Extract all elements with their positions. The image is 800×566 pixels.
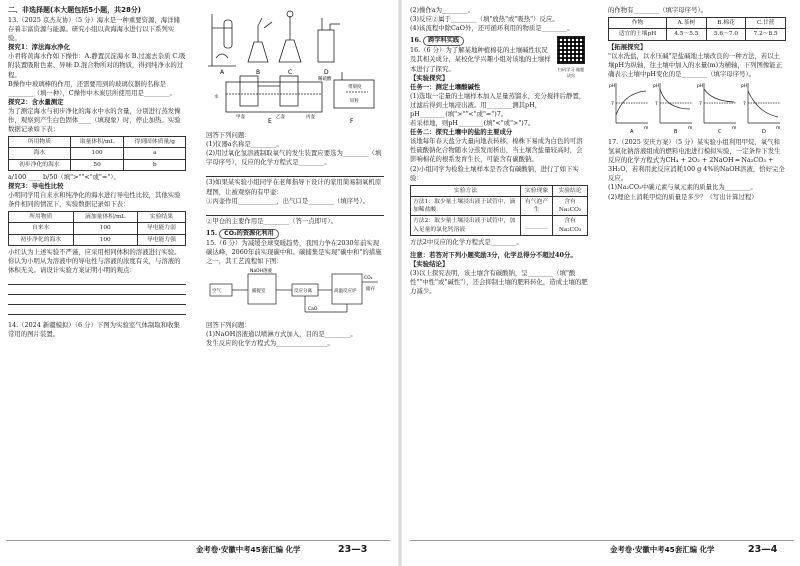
sub-question: (1)NaOH溶液通以喷淋方式加入，目的是________。 — [206, 330, 357, 339]
table-cell: 100 — [70, 148, 124, 159]
right-page — [404, 0, 800, 566]
table-header: B.棉花 — [706, 18, 746, 29]
flow-node: CO₂ — [364, 276, 373, 282]
data-table-2 — [8, 211, 186, 246]
footer-title: 金考卷·安徽中考45套汇编 化学 — [610, 545, 715, 554]
fraction-compare: a/100 ____ b/50（填">""<"或"="）。 — [8, 172, 120, 181]
axis-label: m — [732, 125, 737, 131]
axis-tick: 7 — [611, 101, 614, 107]
table-cell: 7.2～8.5 — [746, 29, 786, 40]
section-title: 二、非选择题(本大题包括5小题，共28分) — [8, 6, 142, 14]
bonus-note: 注意：若答对下列小题奖励3分，化学总得分不超过40分。 — [410, 250, 577, 259]
page-number: 23—3 — [338, 544, 368, 555]
table-row — [609, 29, 786, 40]
explore-2-title: 探究2：含水量测定 — [8, 97, 64, 106]
footer-title: 金考卷·安徽中考45套汇编 化学 — [196, 545, 301, 554]
figure-note: 稀硫酸 — [318, 77, 332, 82]
table-cell: 初步净化的海水 — [9, 159, 71, 170]
task-2-body: 该地每年春天盐分大量向地表转移，棉株下易成为白色的可溶性硫酸钠化合物随水分蒸发而析出，当土壤含盐量较高时，会影响棉花的根系发育生长，可能含有碳酸钠。 — [410, 137, 583, 164]
answer-intro: 回答下列问题： — [206, 321, 251, 330]
right-footer — [404, 540, 800, 558]
table-header: 实验结论 — [553, 185, 588, 196]
table-row — [9, 223, 186, 234]
data-table-1 — [8, 136, 186, 171]
table-cell: 初步净化的海水 — [9, 234, 74, 245]
axis-label: pH — [697, 83, 704, 89]
left-footer — [0, 540, 396, 558]
page-gutter — [398, 0, 402, 566]
sub-question: (4)该流程中除CaO外，还可循环利用的物质是________。 — [410, 24, 574, 33]
axis-label: m — [644, 125, 649, 131]
answer-line — [8, 296, 186, 305]
figure-note: 乙壶 — [276, 115, 285, 120]
figure-label: E — [268, 118, 272, 125]
explore-3-body: 小明同学用自来水和纯净化的海水进行导电性比较，其他实验条件相同的情况下，实验数据记录如下表： — [8, 191, 181, 209]
table-header: 所用物质 — [9, 137, 71, 148]
figure-label: F — [350, 118, 354, 125]
answer-line — [8, 286, 186, 295]
sub-question: (3)反应②属于________（填"放热"或"吸热"）反应。 — [410, 15, 559, 24]
sub-question: 的作物有________（填字母序号）。 — [608, 6, 708, 14]
answer-line — [8, 306, 186, 315]
axis-tick: 7 — [655, 101, 658, 107]
table-header: 实验结果 — [137, 212, 185, 223]
page-number: 23—4 — [748, 544, 778, 555]
table-cell: 有气泡产生 — [521, 196, 553, 215]
table-cell: 海水 — [9, 148, 71, 159]
table-header: 滴加量体积/mL — [73, 212, 137, 223]
axis-label: pH — [653, 83, 660, 89]
explore-3-title: 探究3：导电性比较 — [8, 181, 64, 190]
extension-title: 【拓展探究】 — [608, 42, 647, 51]
qr-code[interactable] — [557, 36, 585, 64]
figure-label: C — [288, 69, 293, 76]
question-13-head: 13.（2025 京杰友协）（5 分）海水是一种重要资源，海洋储存着丰富资源与能源。研究小组以黄海海水进行以下系列实验。 — [8, 15, 180, 43]
table-header: 实验现象 — [521, 185, 553, 196]
axis-label: pH — [609, 83, 616, 89]
sub-question: 若采样地，则pH________(填"<"或">")7。 — [410, 119, 535, 128]
table-header: 得到固体质量/g — [124, 137, 186, 148]
flow-node: 储存 — [366, 287, 375, 293]
explore-1-body-2: B操作中玻璃棒的作用，还需要用到的玻璃仪器的名称是________（填一种），C操作中木炭层所使用用是________。 — [8, 79, 176, 97]
sub-question: (2)操作a为________。 — [410, 6, 474, 14]
table-cell: 5.6～7.0 — [706, 29, 746, 40]
extension-body: "以水洗盐，以水压碱"是盐碱地土壤改良的一种方法，若以土壤pH为纵轴，往土壤中加入的水量(m)为横轴，下列图像能正确表示土壤中pH变化的是________（填字母序号）。 — [608, 51, 783, 78]
sub-question: (3)如果某实验小组同学在老师指导下设计的家用简易制氧机原理图，让被观察的有甲壶： — [206, 178, 382, 196]
table-header: 所用物质 — [9, 212, 74, 223]
lab-apparatus-figure — [206, 6, 384, 128]
table-cell: 含有Na₂CO₃ — [553, 216, 588, 235]
sub-question: (1)仪器a名称是________。 — [206, 140, 283, 149]
explore-1-title: 探究1：淳法海水净化 — [8, 43, 70, 52]
table-header: 作物 — [609, 18, 667, 29]
figure-note: 锌粒 — [350, 99, 359, 104]
ph-graphs — [608, 79, 786, 135]
sub-question: (1)选取一定量的土壤样本加入足量蒸馏水，充分搅拌后静置，过滤后得到土壤浸出液。用________测其pH，pH________(填">""<"或"=")7。 — [410, 91, 586, 118]
table-header: C.甘蔗 — [746, 18, 786, 29]
table-cell: 含有Na₂CO₃ — [553, 196, 588, 215]
graph-label: D — [762, 128, 766, 135]
sub-question: ①丙壶作用____________，出气口是________（填序号）。 — [206, 196, 369, 205]
table-row — [411, 216, 588, 235]
figure-label: B — [256, 69, 261, 76]
crop-ph-table — [608, 17, 786, 40]
axis-tick: 7 — [743, 101, 746, 107]
table-cell: 方法1：取少量土壤浸出液于试管中，滴加稀盐酸 — [411, 196, 521, 215]
question-16-head: 16.（6 分）为了解某地种植棉花的土壤碱性状况及其相关成分，某校化学兴趣小组对该地的土壤样本进行了探究。 — [410, 46, 551, 73]
figure-note: 甲壶 — [236, 115, 245, 120]
topic-tag: 跨学科实践 — [423, 36, 464, 46]
flow-node: NaOH溶液 — [250, 269, 273, 275]
table-cell: 适宜的土壤pH — [609, 29, 667, 40]
sub-question: (1)Na₂CO₃中碳元素与氧元素的质量比为________。 — [608, 183, 757, 192]
answer-intro: 回答下列问题： — [206, 131, 251, 140]
explore-1-body: 小君将黄海水作如下操作：A.静置沉淀海水 B.过滤去杂质 C.吸附装置吸附色素、异味 D.混合物所对的物质，得到纯净水的过程。 — [8, 52, 186, 79]
question-14-head: 14.（2024 新疆模拟）（6 分）下图为实验室气体制取和收集常用的图片装置。 — [8, 321, 180, 339]
task-2-title: 任务二：探究土壤中的盐的主要成分 — [410, 128, 513, 137]
process-flow-diagram — [206, 266, 384, 318]
table-header: A.茶树 — [666, 18, 706, 29]
figure-note: 带刻度 — [348, 85, 362, 90]
question-15-head: 15.（6 分）为减缓全球变暖趋势，我国力争在2030年前实现碳达峰，2060年前实现碳中和。碳捕集是实现"碳中和"的措施之一，其工艺流程如下图： — [206, 238, 382, 266]
table-row — [411, 196, 588, 215]
flow-node: 空气 — [212, 289, 221, 295]
table-row — [9, 159, 186, 170]
table-cell: 100 — [73, 223, 137, 234]
table-header: 取量体积/mL — [70, 137, 124, 148]
table-row — [9, 234, 186, 245]
sub-question: (3)以上探究表明，该土壤含有碳酸钠，呈________（填"酸性""中性"或"碱性"），还会抑制土壤的肥料转化，造成土壤的肥力减少。 — [410, 269, 588, 296]
left-page — [0, 0, 396, 566]
sub-question: ②甲仓的主要作用是________（答一点即可）。 — [206, 216, 338, 225]
axis-label: m — [776, 125, 781, 131]
sub-question: 方法2中反应的化学方程式是________。 — [410, 237, 523, 246]
table-cell: 方法2：取少量土壤浸出液于试管中，加入足量的氯化钙溶液 — [411, 216, 521, 235]
figure-note: 水 — [214, 95, 219, 100]
figure-label: A — [220, 69, 225, 76]
table-cell: b — [124, 159, 186, 170]
conclusion-title: 【实验结论】 — [410, 260, 449, 269]
graph-label: A — [630, 128, 634, 135]
sub-question: 发生反应的化学方程式为________________。 — [206, 339, 334, 348]
axis-label: pH — [741, 83, 748, 89]
left-column-2: A B C D E 稀硫酸 锌粒 水 带刻度 F 甲壶 乙壶 丙壶 回答下列问题： (1)仪器a名称是________。 (2)用过氧化氢溶液制取氧气的发生装置应要选为________（填字母序号），反应的化学方程式是________。 (3)如果某实验小组同学在老师指导下设计的家用简易制氧机原理图，让被观察的有甲壶： ①丙壶作用____________，出气口是________（填序号）。 ②甲仓的主要作用是________（答一点即可）。 15. CO₂的资源化利用 15.（6 分）为减缓全球变暖趋势，我国力争在2030年前实现碳达峰，2060年前实现碳中和。碳捕集是实现"碳中和"的措施之一，其工艺流程如下图： 空气 NaOH溶液 捕捉室 CaO 反应分离 高温反应炉 CO₂ 储存 回答下列问题： (1)NaOH溶液通以喷淋方式加入，目的是________。 发生反应的化学方程式为________________。 — [206, 6, 384, 528]
axis-tick: 7 — [699, 101, 702, 107]
table-cell: ________ — [521, 216, 553, 235]
flow-node: 捕捉室 — [252, 289, 266, 295]
graph-label: B — [674, 128, 678, 135]
explore-3-tail: 小红认为上述实验不严谨，应采用相同体积的溶液进行实验。你认为小明从为溶液中的导电性与溶液的浓度有关，与溶液的体积无关。请设计实验方案证明小明的观点： — [8, 247, 181, 275]
sub-question: (2)用过氧化氢溶液制取氧气的发生装置应要选为________（填字母序号），反应的化学方程式是________。 — [206, 149, 382, 167]
table-cell: 自来水 — [9, 223, 74, 234]
table-cell: 导电能力强 — [137, 234, 185, 245]
figure-label: D — [324, 69, 329, 76]
table-cell: 100 — [73, 234, 137, 245]
explore-title: 【实验探究】 — [410, 73, 449, 82]
table-cell: 导电能力弱 — [137, 223, 185, 234]
explore-2-body: 为了测定海水与初步净化的海水中水的含量，分别进行蒸发操作，观察到产生白色固体____（填现象）时，停止加热。实验数据记录如下表： — [8, 106, 181, 134]
table-row — [9, 148, 186, 159]
question-17-head: 17.（2025 安庆方案）（5 分）某实验小组利用甲烷、氧气和氢氧化钠溶液组成的燃料电池进行模拟实验，一定条件下发生反应的化学方程式为CH₄ + 2O₂ + 2NaOH ═ Na₂CO₃ + 3H₂O，若利用此反应消耗100 g 4%的NaOH溶液，恰好完全反应。 — [608, 138, 785, 183]
right-column-2 — [608, 6, 786, 528]
sub-question: (2)理论上消耗甲烷的质量是多少？（写出计算过程） — [608, 192, 758, 201]
answer-line — [206, 168, 384, 177]
sub-question: (2)小组同学为检验土壤样本是否含有碳酸钠，进行了如下实验： — [410, 164, 579, 182]
flow-node: 反应分离 — [294, 289, 312, 295]
topic-tag: CO₂的资源化利用 — [219, 229, 279, 239]
axis-label: m — [688, 125, 693, 131]
flow-node: CaO — [308, 307, 318, 313]
table-cell: 50 — [70, 159, 124, 170]
graph-label: C — [718, 128, 722, 135]
answer-line — [8, 276, 186, 285]
flow-node: 高温反应炉 — [334, 289, 357, 295]
figure-note: 丙壶 — [306, 115, 315, 120]
table-cell: a — [124, 148, 186, 159]
table-header: 实验方法 — [411, 185, 521, 196]
right-column-1: (2)操作a为________。 (3)反应②属于________（填"放热"或"吸热"）反应。 (4)该流程中除CaO外，还可循环利用的物质是________。 16. 跨学科实践 16.（6 分）为了解某地种植棉花的土壤碱性状况及其相关成分，某校化学兴趣小组对该地的土壤样本进行了探究。 扫码学习 做题诀窍 【实验探究】 任务一：测定土壤酸碱性 (1)选取一定量的土壤样本加入足量蒸馏水，充分搅拌后静置，过滤后得到土壤浸出液。用________测其pH，pH________(填">""<"或"=")7。 若采样地，则pH________(填"<"或">")7。 任务二：探究土壤中的盐的主要成分 该地每年春天盐分大量向地表转移，棉株下易成为白色的可溶性硫酸钠化合物随水分蒸发而析出，当土壤含盐量较高时，会影响棉花的根系发育生长，可能含有碳酸钠。 (2)小组同学为检验土壤样本是否含有碳酸钠，进行了如下实验： 实验方法 实验现象 实验结论 方法1：取少量土壤浸出液于试管中，滴加稀盐酸 有气泡产生 含有Na₂CO₃ 方法2：取少量土壤浸出液于试管中，加入足量的氯化钙溶液 ________ 含有Na₂CO₃ 方法2中反应的化学方程式是________。 注意：若答对下列小题奖励3分，化学总得分不超过40分。 【实验结论】 (3)以上探究表明，该土壤含有碳酸钠，呈________（填"酸性""中性"或"碱性"），还会抑制土壤的肥料转化，造成土壤的肥力减少。 — [410, 6, 588, 296]
answer-line — [206, 207, 384, 216]
experiment-table — [410, 185, 588, 236]
task-1-title: 任务一：测定土壤酸碱性 — [410, 82, 481, 91]
qr-caption: 扫码学习 做题诀窍 — [557, 67, 585, 79]
table-cell: 4.5～5.5 — [666, 29, 706, 40]
left-column-1 — [8, 6, 186, 528]
